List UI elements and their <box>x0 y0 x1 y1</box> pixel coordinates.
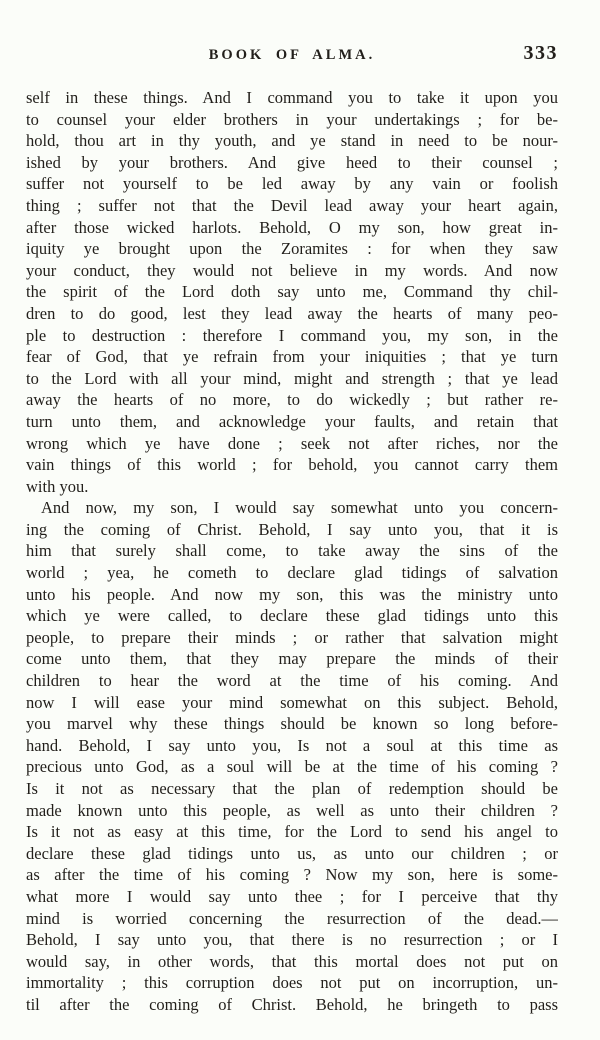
text-line: thing ; suffer not that the Devil lead away your heart again, <box>26 195 558 215</box>
text-line: hold, thou art in thy youth, and ye stand in need to be nour- <box>26 131 558 151</box>
text-line: to counsel your elder brothers in your undertakings ; for be- <box>26 109 558 129</box>
text-line: your conduct, they would not believe in my words. And now <box>26 260 558 280</box>
text-line: dren to do good, lest they lead away the hearts of many peo- <box>26 303 558 323</box>
text-line: children to hear the word at the time of his coming. And <box>26 671 558 691</box>
text-line: world ; yea, he cometh to declare glad tidings of salvation <box>26 563 558 583</box>
text-line: with you. <box>26 476 89 496</box>
text-line: Is it not as easy at this time, for the Lord to send his angel to <box>26 822 558 842</box>
text-line: suffer not yourself to be led away by any vain or foolish <box>26 174 558 194</box>
text-line: ing the coming of Christ. Behold, I say unto you, that it is <box>26 519 558 539</box>
paragraph <box>26 87 558 497</box>
text-line: after those wicked harlots. Behold, O my son, how great in- <box>26 217 558 237</box>
text-line: til after the coming of Christ. Behold, he bringeth to pass <box>26 994 558 1014</box>
text-line: declare these glad tidings unto us, as unto our children ; or <box>26 843 558 863</box>
text-line: would say, in other words, that this mortal does not put on <box>26 951 558 971</box>
running-title: BOOK OF ALMA. <box>208 47 376 63</box>
text-line: the spirit of the Lord doth say unto me, Command thy chil- <box>26 282 558 302</box>
text-line: Behold, I say unto you, that there is no resurrection ; or I <box>26 930 558 950</box>
text-line: unto his people. And now my son, this was the ministry unto <box>26 584 558 604</box>
text-line: as after the time of his coming ? Now my son, here is some- <box>26 865 558 885</box>
text-line: away the hearts of no more, to do wickedly ; but rather re- <box>26 390 558 410</box>
text-line: wrong which ye have done ; seek not after riches, nor the <box>26 433 558 453</box>
paragraph <box>26 497 558 1015</box>
text-line: made known unto this people, as well as unto their children ? <box>26 800 558 820</box>
text-line: self in these things. And I command you to take it upon you <box>26 88 558 107</box>
text-line: fear of God, that ye refrain from your iniquities ; that ye turn <box>26 347 558 367</box>
text-line: ple to destruction : therefore I command you, my son, in the <box>26 325 558 345</box>
text-line: you marvel why these things should be known so long before- <box>26 714 558 734</box>
text-line: turn unto them, and acknowledge your faults, and retain that <box>26 411 558 431</box>
page-header <box>26 42 558 68</box>
text-line: immortality ; this corruption does not put on incorruption, un- <box>26 973 558 993</box>
text-line: ished by your brothers. And give heed to their counsel ; <box>26 152 558 172</box>
text-line: vain things of this world ; for behold, you cannot carry them <box>26 455 558 475</box>
text-line: And now, my son, I would say somewhat unto you concern- <box>41 498 558 518</box>
text-line: Is it not as necessary that the plan of redemption should be <box>26 779 558 798</box>
text-line: now I will ease your mind somewhat on this subject. Behold, <box>26 692 558 712</box>
text-line: which ye were called, to declare these glad tidings unto this <box>26 606 558 626</box>
text-line: precious unto God, as a soul will be at the time of his coming ? <box>26 757 558 777</box>
text-line: what more I would say unto thee ; for I perceive that thy <box>26 886 558 906</box>
text-line: him that surely shall come, to take away the sins of the <box>26 541 558 561</box>
text-line: iquity ye brought upon the Zoramites : for when they saw <box>26 239 558 259</box>
text-line: come unto them, that they may prepare the minds of their <box>26 649 558 669</box>
text-line: mind is worried concerning the resurrection of the dead.— <box>26 908 558 928</box>
text-line: to the Lord with all your mind, might and strength ; that ye lead <box>26 368 558 388</box>
text-line: hand. Behold, I say unto you, Is not a soul at this time as <box>26 735 558 755</box>
text-line: people, to prepare their minds ; or rather that salvation might <box>26 627 558 647</box>
page-body <box>26 87 558 1016</box>
page-number: 333 <box>523 42 558 64</box>
